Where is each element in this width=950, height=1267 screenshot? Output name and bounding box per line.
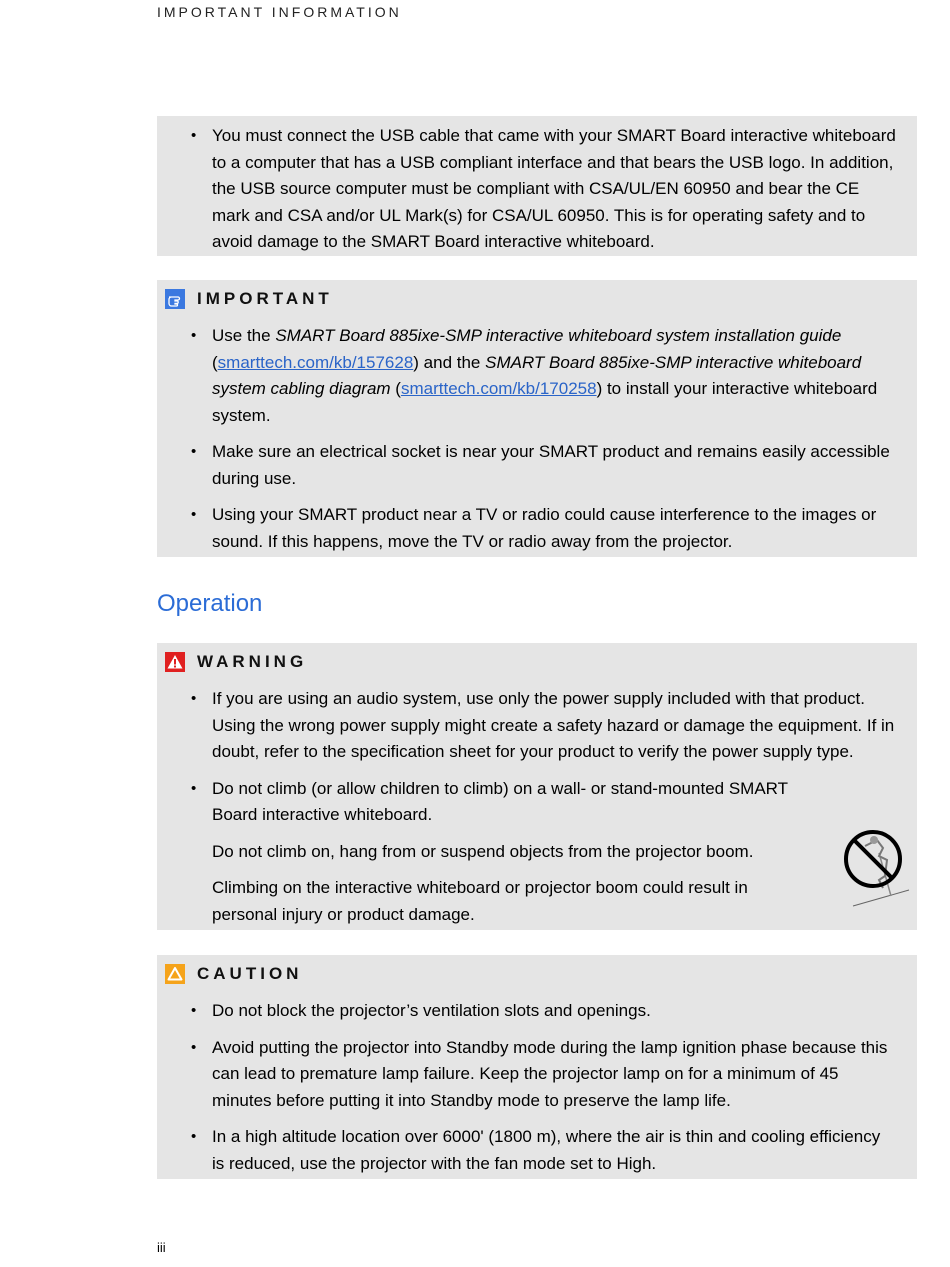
- diagram-link[interactable]: smarttech.com/kb/170258: [400, 379, 597, 398]
- caution-triangle-icon: [165, 964, 185, 984]
- list-item: • Avoid putting the projector into Standby mode during the lamp ignition phase because this can lead to premature lamp failure. Keep the projector lamp on for a minimum of 45 minutes before putting it into Standby mode to preserve the lamp life.: [157, 1035, 917, 1115]
- warning-box: [157, 643, 917, 930]
- list-item: • Do not climb (or allow children to climb) on a wall- or stand-mounted SMART Board interactive whiteboard.: [157, 776, 917, 829]
- page-number: iii: [157, 1240, 166, 1255]
- warning-label: WARNING: [197, 652, 308, 671]
- diagram-title: SMART Board 885ixe-SMP interactive whiteboard system cabling diagram: [212, 352, 862, 398]
- pointing-hand-icon: [165, 289, 185, 309]
- important-box: [157, 280, 917, 557]
- section-title: Operation: [157, 590, 263, 617]
- text: Use the: [212, 326, 276, 345]
- paragraph: Do not climb on, hang from or suspend objects from the projector boom.: [212, 841, 754, 861]
- text: (: [390, 379, 401, 398]
- caution-box: [157, 955, 917, 1179]
- warning-heading: [165, 652, 307, 672]
- usb-notice-list: [157, 123, 917, 266]
- text: ) and the: [413, 352, 486, 372]
- list-item: • You must connect the USB cable that came with your SMART Board interactive whiteboard to a computer that has a USB compliant interface and that bears the USB logo. In addition, the USB source computer must be compliant with CSA/UL/EN 60950 and bear the CE mark and CSA and/or UL Mark(s) for CSA/UL 60950. This is for operating safety and to avoid damage to the SMART Board interactive whiteboard.: [157, 123, 917, 256]
- warning-triangle-icon: [165, 652, 185, 672]
- list-item: • Using your SMART product near a TV or radio could cause interference to the images or sound. If this happens, move the TV or radio away from the projector.: [157, 502, 917, 555]
- text: ) to install your interactive whiteboard system.: [212, 379, 878, 425]
- important-list: [157, 323, 917, 565]
- notice-box-usb: [157, 116, 917, 256]
- list-item: • In a high altitude location over 6000' (1800 m), where the air is thin and cooling efficiency is reduced, use the projector with the fan mode set to High.: [157, 1124, 917, 1177]
- guide-title: SMART Board 885ixe-SMP interactive whiteboard system installation guide: [275, 326, 842, 345]
- list-item: • Make sure an electrical socket is near your SMART product and remains easily accessible during use.: [157, 439, 917, 492]
- paragraph: Climbing on the interactive whiteboard or projector boom could result in personal injury or product damage.: [212, 878, 748, 924]
- caution-list: [157, 998, 917, 1187]
- important-label: IMPORTANT: [197, 289, 333, 308]
- warning-list: [157, 686, 917, 938]
- guide-link[interactable]: smarttech.com/kb/157628: [217, 352, 414, 372]
- caution-heading: [165, 964, 302, 984]
- no-climbing-icon: [843, 828, 913, 910]
- important-heading: [165, 289, 333, 309]
- running-header: IMPORTANT INFORMATION: [157, 4, 402, 20]
- caution-label: CAUTION: [197, 964, 303, 983]
- list-item: • Do not block the projector’s ventilation slots and openings.: [157, 998, 917, 1025]
- list-item: [157, 323, 917, 429]
- list-item: • If you are using an audio system, use only the power supply included with that product. Using the wrong power supply might create a safety hazard or damage the equipment. If in doubt, refer to the specification sheet for your product to verify the power supply type.: [157, 686, 917, 766]
- text: (: [212, 352, 218, 372]
